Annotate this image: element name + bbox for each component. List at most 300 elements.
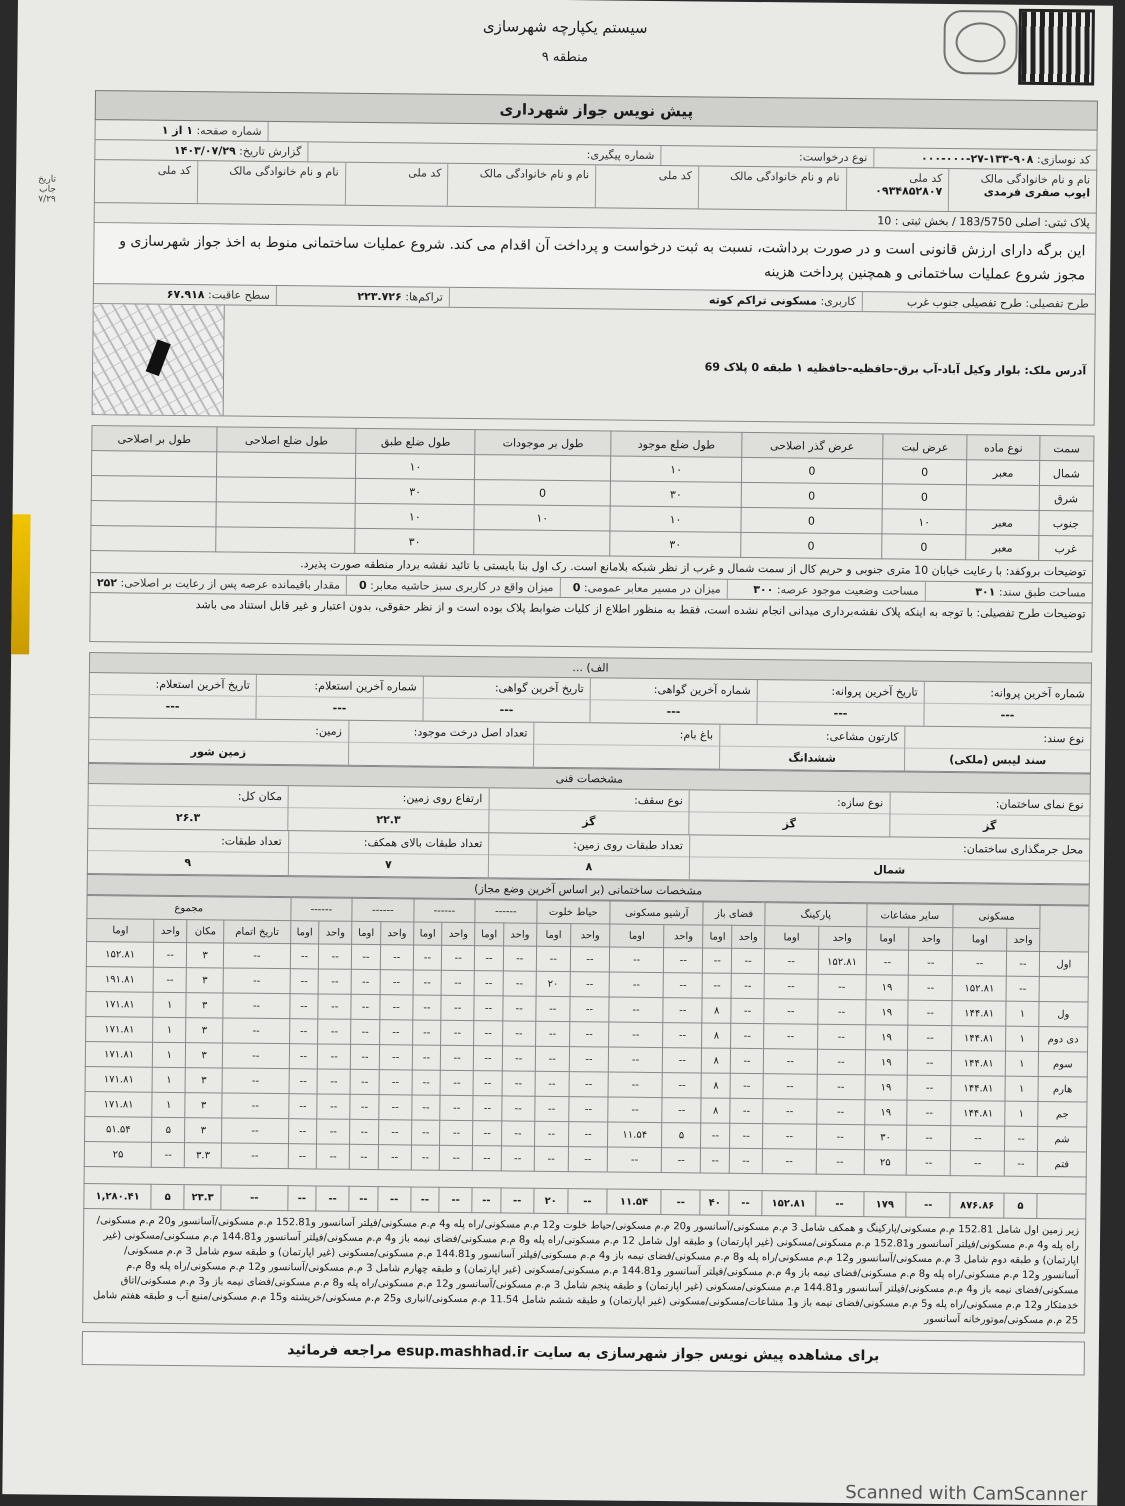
floor-value-cell: -- <box>908 1025 952 1050</box>
floor-value-cell: -- <box>412 1045 441 1070</box>
floor-value-cell: ۱۹ <box>865 1075 908 1100</box>
floor-value-cell: -- <box>442 945 475 970</box>
total-value-cell: -- <box>501 1188 534 1213</box>
floor-value-cell: -- <box>762 1124 816 1150</box>
floor-name-cell: شم <box>1037 1127 1086 1153</box>
floor-value-cell: -- <box>441 1045 474 1070</box>
tech-value: ۲۲.۳ <box>289 808 489 832</box>
owner-cell <box>447 164 595 208</box>
floor-value-cell: ۲۵ <box>864 1150 907 1175</box>
sides-cell <box>475 455 611 481</box>
sides-cell: ۳۰ <box>611 481 742 507</box>
floor-value-cell: -- <box>349 1144 378 1169</box>
floor-value-cell: ۱۷۱.۸۱ <box>85 1042 153 1068</box>
floor-value-cell: -- <box>608 1072 662 1098</box>
floor-value-cell: -- <box>816 1124 864 1149</box>
document-header <box>17 0 1113 101</box>
sub-header-cell: واحد <box>664 925 703 948</box>
total-label-cell <box>1037 1194 1086 1220</box>
deed-label: نوع سند: <box>906 727 1091 751</box>
floor-value-cell: -- <box>568 1147 607 1172</box>
floor-value-cell: ۱۷۱.۸۱ <box>86 992 154 1018</box>
file-code-label: کد نوسازی: <box>1037 153 1091 167</box>
floor-value-cell: ۳ <box>185 1118 222 1143</box>
total-value-cell: ۲۳.۳ <box>184 1185 221 1210</box>
sides-cell: 0 <box>882 484 967 510</box>
sub-header-cell: واحد <box>442 922 475 945</box>
sub-header-cell: واحد <box>570 924 609 947</box>
floor-value-cell: -- <box>379 1095 412 1120</box>
floor-value-cell: ۸ <box>701 1073 730 1098</box>
floor-value-cell: -- <box>472 1146 501 1171</box>
floor-value-cell: ۳ <box>185 1093 222 1118</box>
sides-cell: شمال <box>1039 460 1094 486</box>
floor-value-cell: -- <box>535 1071 569 1096</box>
total-value-cell: -- <box>472 1188 501 1213</box>
floor-value-cell: -- <box>379 1070 412 1095</box>
plate-line: پلاک ثبتی: اصلی 183/5750 / بخش ثبتی : 10 <box>95 203 1096 232</box>
sides-cell <box>216 477 356 503</box>
sides-table <box>90 425 1094 561</box>
tech-label: تعداد طبقات بالای همکف: <box>289 831 489 855</box>
tech-value: شمال <box>690 857 1089 883</box>
floor-value-cell: -- <box>663 973 702 998</box>
floor-value-cell: ۵ <box>662 1123 701 1148</box>
sub-header-cell: مکان <box>187 920 224 943</box>
floor-value-cell: -- <box>607 1147 661 1173</box>
sides-cell: ۱۰ <box>356 453 475 479</box>
floor-value-cell: -- <box>502 1071 535 1096</box>
camscanner-watermark: Scanned with CamScanner <box>845 1482 1087 1506</box>
floor-value-cell: ۱۷۱.۸۱ <box>85 1092 153 1118</box>
floor-value-cell: -- <box>763 1049 817 1075</box>
group-header-cell: حیاط خلوت <box>537 900 611 924</box>
floor-value-cell: ۸ <box>702 1048 731 1073</box>
floor-value-cell: -- <box>661 1148 700 1173</box>
total-value-cell: -- <box>287 1186 316 1211</box>
floor-value-cell: ۱ <box>1005 1101 1038 1126</box>
floor-value-cell: ۱ <box>1006 1001 1039 1026</box>
owner-name-label: نام و نام خانوادگی مالک <box>454 167 589 181</box>
floor-value-cell: -- <box>703 948 732 973</box>
page-value: ۱ از ۱ <box>162 124 193 137</box>
tech-label: نوع سقف: <box>489 788 689 812</box>
sides-header-cell: طول بر اصلاحی <box>92 426 217 452</box>
group-header-cell: ------ <box>352 898 414 922</box>
sides-cell: معبر <box>967 460 1039 486</box>
report-date-value: ۱۴۰۳/۰۷/۲۹ <box>174 144 236 158</box>
floor-value-cell: -- <box>474 1021 503 1046</box>
floor-value-cell: -- <box>350 1069 379 1094</box>
floor-value-cell: ۵۱.۵۴ <box>85 1117 153 1143</box>
floor-value-cell: -- <box>378 1145 411 1170</box>
floor-name-cell: اول <box>1039 952 1088 978</box>
scanned-document <box>2 0 1113 1506</box>
sub-header-cell: واحد <box>818 926 866 949</box>
floor-value-cell: ۱۹ <box>864 1100 907 1125</box>
floor-value-cell: -- <box>412 995 441 1020</box>
sub-header-cell: اوما <box>536 923 570 946</box>
deed-value: ششدانگ <box>720 747 905 771</box>
legal-notice: این برگه دارای ارزش قانونی است و در صورت برداشت، نسبت به ثبت درخواست و پرداخت آن اقدام می کند. شروع عملیات ساختمانی منوط به اخذ جواز شهرسازی و مجوز شروع عملیات ساختمانی و همچنین پرداخت هزینه <box>93 223 1097 294</box>
floor-value-cell: -- <box>474 971 503 996</box>
side-mark: جاب <box>38 184 56 194</box>
floor-value-cell: -- <box>503 946 536 971</box>
floor-value-cell: -- <box>473 1046 502 1071</box>
floor-value-cell: -- <box>288 1119 317 1144</box>
site-map-thumbnail <box>93 304 225 415</box>
owner-id-cell <box>845 168 948 211</box>
density-label: تراکم‌ها: <box>405 290 443 303</box>
sides-header-cell: طول ضلع اصلاحی <box>217 427 357 453</box>
building-table <box>83 895 1089 1219</box>
floor-value-cell: ۱۴۴.۸۱ <box>952 1026 1006 1052</box>
floor-value-cell: -- <box>152 1142 185 1167</box>
total-value-cell: ۲۰ <box>533 1188 567 1213</box>
floor-value-cell: -- <box>222 1093 289 1119</box>
permit-label: شماره آخرین پروانه: <box>925 682 1091 706</box>
floor-value-cell: -- <box>502 1021 535 1046</box>
floor-value-cell: -- <box>289 994 318 1019</box>
floor-value-cell: -- <box>762 1149 816 1175</box>
license-form <box>82 90 1098 1375</box>
sides-cell: 0 <box>741 482 882 508</box>
floor-value-cell: -- <box>907 1125 951 1150</box>
floor-value-cell: -- <box>816 1149 864 1174</box>
group-header-cell: ------ <box>413 899 475 923</box>
remaining-area-value: ۲۵۲ <box>97 576 117 589</box>
green-use-label: میزان واقع در کاربری سبز حاشیه معابر: <box>370 579 553 594</box>
floor-value-cell: -- <box>763 1074 817 1100</box>
sides-cell: 0 <box>741 507 882 533</box>
floor-value-cell: -- <box>501 1121 534 1146</box>
sides-cell: 0 <box>882 459 967 485</box>
report-date-label: گزارش تاریخ: <box>239 145 301 159</box>
floor-value-cell: -- <box>350 1044 379 1069</box>
group-header-cell: آرشیو مسکونی <box>610 901 704 925</box>
sub-header-cell: اوما <box>413 922 442 945</box>
floor-value-cell: -- <box>534 1096 568 1121</box>
deed-label: کارتون مشاعی: <box>720 725 905 749</box>
sides-cell <box>91 501 216 527</box>
floor-value-cell: -- <box>411 1120 440 1145</box>
floor-value-cell: -- <box>317 1119 350 1144</box>
floor-value-cell: -- <box>317 1069 350 1094</box>
sides-cell: ۱۰ <box>355 503 474 529</box>
floor-value-cell: ۱ <box>153 1042 186 1067</box>
yellow-edge-strip <box>11 514 30 654</box>
floor-value-cell: -- <box>764 999 818 1025</box>
permit-value: --- <box>757 702 923 726</box>
floor-value-cell: ۵ <box>152 1117 185 1142</box>
existing-area-label: مساحت وضعیت موجود عرصه: <box>777 583 919 597</box>
total-value-cell: -- <box>815 1191 863 1216</box>
floor-value-cell: -- <box>908 1000 952 1025</box>
deed-area-value: ۳۰۱ <box>975 585 995 598</box>
floor-value-cell: ۱۴۴.۸۱ <box>952 1051 1006 1077</box>
floor-value-cell: -- <box>503 971 536 996</box>
floor-value-cell: ۱۷۱.۸۱ <box>86 1017 154 1043</box>
sub-header-cell: اوما <box>87 919 155 943</box>
floor-value-cell: -- <box>351 944 380 969</box>
floor-value-cell: -- <box>663 1023 702 1048</box>
sides-cell: 0 <box>474 480 610 506</box>
floor-value-cell: -- <box>222 1043 289 1069</box>
deed-value <box>534 745 719 769</box>
side-marks <box>38 174 56 204</box>
owner-name-label: نام و نام خانوادگی مالک <box>955 172 1090 186</box>
sub-header-cell: اوما <box>703 925 732 948</box>
floor-value-cell: -- <box>953 951 1007 977</box>
floor-value-cell: -- <box>350 1119 379 1144</box>
floor-value-cell: -- <box>223 1018 290 1044</box>
group-header-cell: ------ <box>475 900 537 924</box>
sides-cell: 0 <box>740 532 881 558</box>
floor-value-cell: ۳.۳ <box>184 1143 221 1168</box>
floor-value-cell: ۳ <box>185 1068 222 1093</box>
floor-value-cell: -- <box>609 947 663 973</box>
floor-value-cell: -- <box>412 1070 441 1095</box>
sub-header-cell: واحد <box>380 922 413 945</box>
floor-value-cell: -- <box>568 1122 607 1147</box>
floor-value-cell: -- <box>907 1150 951 1175</box>
group-header-cell: سایر مشاعات <box>866 904 953 928</box>
floor-value-cell: -- <box>1004 1151 1037 1176</box>
floor-value-cell: -- <box>380 970 413 995</box>
total-value-cell: -- <box>378 1187 411 1212</box>
land-use-value: مسکونی تراکم کوته <box>709 294 817 308</box>
notes-block-1: توضیحات بروکفد: با رعایت خیابان 10 متری جنوبی و حریم کال از سمت شمال و غرب از نظر شبکه بلامانع است. رک اول بنا بایستی با تائید نقشه بردار منطقه صورت پذیرد. <box>90 551 1093 584</box>
tech-label: مکان کل: <box>89 784 289 808</box>
floor-value-cell: -- <box>380 945 413 970</box>
floor-value-cell: -- <box>440 1070 473 1095</box>
floor-value-cell: -- <box>535 1021 569 1046</box>
floor-value-cell: ۱۹ <box>865 1050 908 1075</box>
floor-value-cell: -- <box>703 973 732 998</box>
sides-header-cell: سمت <box>1039 435 1094 461</box>
deed-area-label: مساحت طبق سند: <box>999 586 1086 600</box>
floor-value-cell: -- <box>474 946 503 971</box>
floor-value-cell: -- <box>413 945 442 970</box>
floor-value-cell: ۱۴۴.۸۱ <box>951 1076 1005 1102</box>
sides-cell: جنوب <box>1039 510 1094 536</box>
total-value-cell: ۸۷۶.۸۶ <box>950 1193 1004 1219</box>
floor-value-cell: -- <box>378 1120 411 1145</box>
floor-value-cell: -- <box>351 1019 380 1044</box>
permit-value: --- <box>590 700 756 724</box>
floor-value-cell: -- <box>816 1099 864 1124</box>
floor-value-cell: ۱۹ <box>865 1000 908 1025</box>
floor-value-cell: -- <box>473 1071 502 1096</box>
floor-value-cell: -- <box>290 969 319 994</box>
owner-id-label: کد ملی <box>101 163 191 177</box>
qr-code-icon <box>1018 9 1095 86</box>
total-value-cell: -- <box>316 1186 349 1211</box>
floor-value-cell: -- <box>503 996 536 1021</box>
floor-value-cell: -- <box>290 944 319 969</box>
tech-label: تعداد طبقات روی زمین: <box>489 833 689 857</box>
floor-value-cell: -- <box>664 948 703 973</box>
deed-value <box>348 743 533 767</box>
floor-name-cell: فتم <box>1037 1152 1086 1178</box>
floor-value-cell: -- <box>351 969 380 994</box>
floor-value-cell: -- <box>764 974 818 1000</box>
floor-value-cell: ۱۵۲.۸۱ <box>952 976 1006 1002</box>
floor-header-cell <box>1039 906 1089 953</box>
floor-value-cell: -- <box>908 975 952 1000</box>
floor-value-cell: -- <box>907 1100 951 1125</box>
sides-header-cell: طول بر موجودات <box>475 430 611 456</box>
floor-value-cell: -- <box>222 1118 289 1144</box>
total-value-cell: -- <box>568 1189 607 1214</box>
floor-value-cell: -- <box>473 1121 502 1146</box>
floor-value-cell: ۱ <box>153 1017 186 1042</box>
sides-cell: 0 <box>741 457 882 483</box>
file-code-value: ۹۰۸-۱۳۳-۲۷-۰۰۰-۰۰۰ <box>921 152 1034 166</box>
footer-website-line: برای مشاهده پیش نویس جواز شهرسازی به سایت esup.mashhad.ir مراجعه فرمائید <box>82 1331 1085 1376</box>
owner-id: ۰۹۳۴۸۵۲۸۰۷ <box>852 184 942 198</box>
floor-value-cell: ۳ <box>187 943 224 968</box>
permit-label: تاریخ آخرین پروانه: <box>758 680 924 704</box>
existing-area-value: ۳۰۰ <box>753 583 773 596</box>
sides-header-cell: طول ضلع طبق <box>356 428 475 454</box>
permit-value: --- <box>924 704 1090 728</box>
floor-value-cell: -- <box>951 1151 1005 1177</box>
floor-value-cell: -- <box>764 1024 818 1050</box>
floor-value-cell: -- <box>534 1146 568 1171</box>
sides-cell <box>474 530 610 556</box>
sides-cell: ۳۰ <box>355 528 474 554</box>
floor-value-cell: ۱۵۲.۸۱ <box>86 942 154 968</box>
floor-value-cell: -- <box>1005 1126 1038 1151</box>
floor-value-cell: -- <box>908 1050 952 1075</box>
property-address: آدرس ملک: بلوار وکیل آباد-آب برق-حافظیه-حافظیه ۱ طبقه 0 پلاک 69 <box>224 351 1094 381</box>
floor-name-cell: هارم <box>1038 1077 1087 1103</box>
floor-value-cell: ۱ <box>1005 1076 1038 1101</box>
sub-header-cell: تاریخ اتمام <box>224 920 291 944</box>
floor-value-cell: ۳ <box>186 1018 223 1043</box>
total-value-cell: -- <box>349 1186 378 1211</box>
floor-value-cell: ۱ <box>152 1092 185 1117</box>
sub-header-cell: واحد <box>503 923 536 946</box>
floor-value-cell: -- <box>569 1072 608 1097</box>
sides-cell: ۳۰ <box>610 531 741 557</box>
floor-value-cell: -- <box>729 1148 762 1173</box>
total-value-cell: ۱۷۹ <box>863 1192 906 1217</box>
floor-value-cell: -- <box>1006 976 1039 1001</box>
sides-cell: ۱۰ <box>611 456 742 482</box>
floor-name-cell: سوم <box>1038 1052 1087 1078</box>
floor-value-cell: ۳ <box>186 993 223 1018</box>
group-header-cell: پارکینگ <box>765 903 867 927</box>
total-value-cell: -- <box>410 1187 439 1212</box>
total-value-cell: -- <box>906 1192 950 1217</box>
floor-value-cell: -- <box>318 994 351 1019</box>
floor-value-cell: -- <box>440 1095 473 1120</box>
owner-cell <box>698 166 846 210</box>
tech-value: ۲۶.۳ <box>88 806 288 830</box>
permit-label: شماره آخرین استعلام: <box>257 675 423 699</box>
tech-value: گز <box>689 812 889 836</box>
doc-title: پیش نویس جواز شهرداری <box>95 90 1098 131</box>
public-path-value: 0 <box>573 581 581 594</box>
plan-detail-value: طرح تفصیلی جنوب غرب <box>907 296 1022 310</box>
floor-value-cell: -- <box>222 1068 289 1094</box>
tech-band: مشخصات فنی <box>88 763 1091 795</box>
page-label: شماره صفحه: <box>196 124 261 138</box>
total-value-cell: ۱۵۲.۸۱ <box>762 1191 816 1217</box>
sub-header-cell: اوما <box>475 923 504 946</box>
sides-header-cell: طول ضلع موجود <box>611 431 742 457</box>
permit-value: --- <box>256 697 422 721</box>
system-title: سیستم یکپارچه شهرسازی <box>18 12 1113 41</box>
floor-value-cell: -- <box>288 1094 317 1119</box>
floor-name-cell: دی دوم <box>1038 1027 1087 1053</box>
sub-header-cell: واحد <box>909 927 953 950</box>
request-type-label: نوع درخواست: <box>799 150 867 164</box>
floor-value-cell: -- <box>411 1145 440 1170</box>
sides-cell: ۱۰ <box>882 509 967 535</box>
floor-value-cell: -- <box>609 972 663 998</box>
permit-label: شماره آخرین گواهی: <box>591 678 757 702</box>
deed-label: تعداد اصل درخت موجود: <box>349 721 534 745</box>
owner-id-label: کد ملی <box>602 168 692 182</box>
floor-value-cell: -- <box>535 1046 569 1071</box>
floor-value-cell: -- <box>413 970 442 995</box>
owner-id-label: کد ملی <box>853 171 943 185</box>
floor-value-cell: -- <box>701 1123 730 1148</box>
building-band: مشخصات ساختمانی (بر اساس آخرین وضع مجاز) <box>87 874 1090 906</box>
group-header-cell: مجموع <box>87 896 291 921</box>
floor-value-cell: ۱۴۴.۸۱ <box>951 1101 1005 1127</box>
floor-value-cell: -- <box>731 1023 764 1048</box>
group-header-cell: ------ <box>290 898 352 922</box>
floor-value-cell: -- <box>569 1047 608 1072</box>
total-value-cell: -- <box>729 1190 762 1215</box>
floor-value-cell: -- <box>608 1047 662 1073</box>
floor-value-cell: -- <box>730 1098 763 1123</box>
owner-id-cell <box>95 160 197 203</box>
floor-value-cell: -- <box>534 1121 568 1146</box>
sides-cell: ۳۰ <box>356 478 475 504</box>
address-row <box>92 304 1096 425</box>
area-value: ۶۷.۹۱۸ <box>167 288 205 301</box>
sides-cell: ۱۰ <box>474 505 610 531</box>
permit-label: تاریخ آخرین استعلام: <box>90 673 256 697</box>
floor-value-cell: -- <box>951 1126 1005 1152</box>
sides-cell: ۱۰ <box>610 506 741 532</box>
sub-header-cell: اوما <box>953 928 1007 952</box>
density-value: ۲۲۳.۷۲۶ <box>357 290 402 303</box>
tech-label: محل جرمگذاری ساختمان: <box>690 835 1089 861</box>
total-value-cell: ۱,۲۸۰.۴۱ <box>84 1184 152 1210</box>
floor-value-cell: ۱ <box>1006 1026 1039 1051</box>
sides-cell: معبر <box>966 510 1038 536</box>
total-value-cell: ۴۰ <box>700 1190 729 1215</box>
floor-value-cell: -- <box>730 1123 763 1148</box>
sides-header-cell: عرض گذر اصلاحی <box>742 432 883 458</box>
floor-value-cell: -- <box>662 1098 701 1123</box>
total-value-cell: -- <box>661 1190 700 1215</box>
owner-cell <box>197 161 345 205</box>
sides-cell <box>91 526 216 552</box>
owner-id-cell <box>344 163 447 206</box>
floor-value-cell: -- <box>535 996 569 1021</box>
floor-value-cell: -- <box>379 1045 412 1070</box>
floor-value-cell: -- <box>701 1148 730 1173</box>
sides-cell <box>216 527 356 553</box>
permits-band: الف) ... <box>89 652 1092 684</box>
